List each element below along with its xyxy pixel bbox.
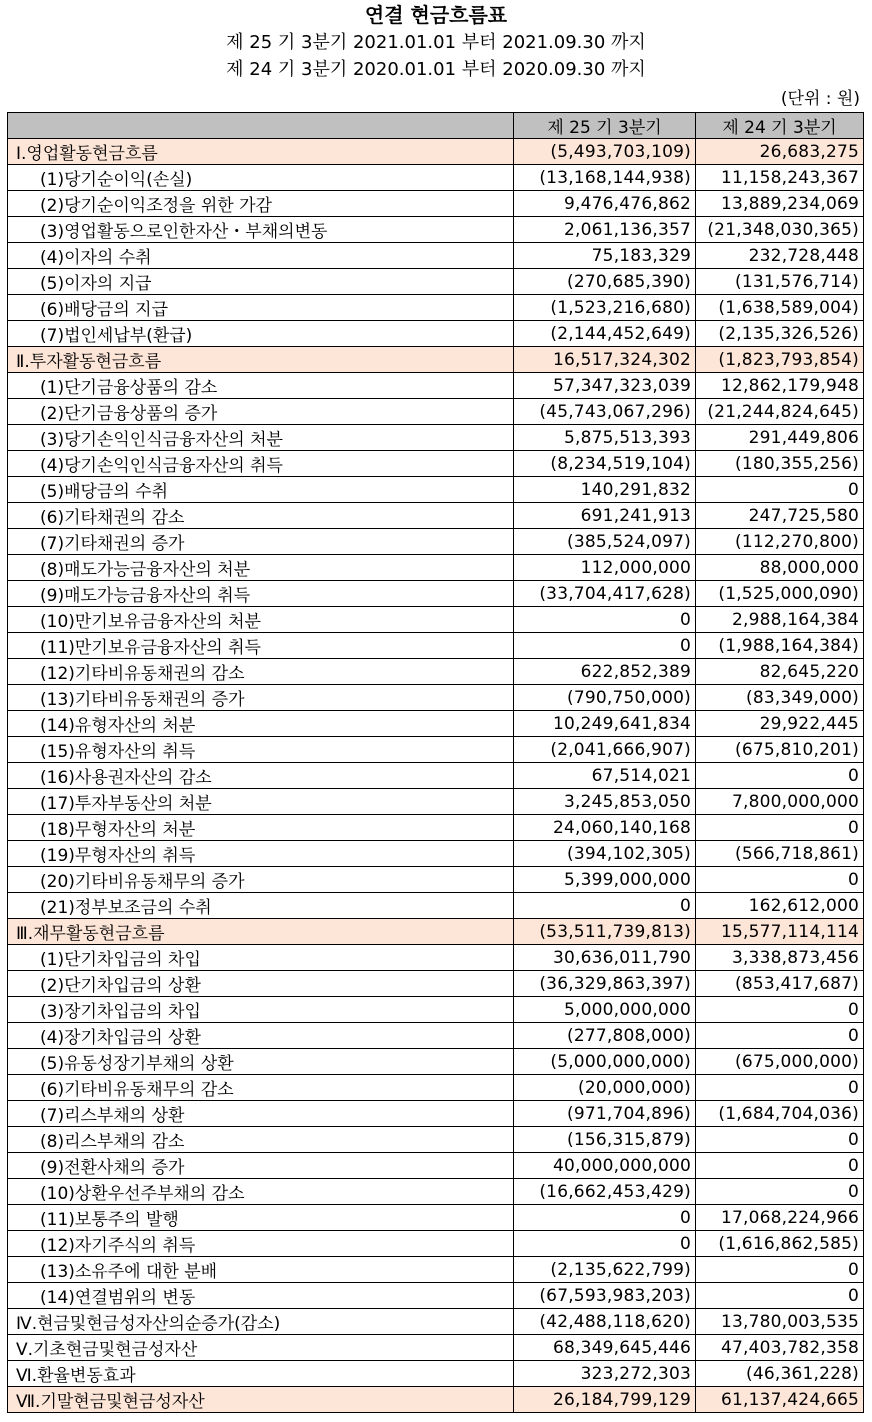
table-row	[8, 867, 864, 893]
row-label: Ⅴ.기초현금및현금성자산	[8, 1335, 514, 1361]
table-row	[8, 815, 864, 841]
row-label: (6)기타채권의 감소	[8, 503, 514, 529]
current-period-value: (790,750,000)	[514, 685, 696, 711]
current-period-value: 0	[514, 607, 696, 633]
row-label: Ⅵ.환율변동효과	[8, 1361, 514, 1387]
table-row	[8, 711, 864, 737]
prior-period-value: 0	[696, 477, 864, 503]
current-period-value: 24,060,140,168	[514, 815, 696, 841]
current-period-value: 0	[514, 633, 696, 659]
row-label: (16)사용권자산의 감소	[8, 763, 514, 789]
header-current-period: 제 25 기 3분기	[514, 113, 696, 139]
table-row	[8, 373, 864, 399]
prior-period-value: (1,525,000,090)	[696, 581, 864, 607]
current-period-value: (33,704,417,628)	[514, 581, 696, 607]
table-row	[8, 607, 864, 633]
prior-period-value: 0	[696, 815, 864, 841]
row-label: (8)매도가능금융자산의 처분	[8, 555, 514, 581]
row-label: (1)단기차입금의 차입	[8, 945, 514, 971]
row-label: (3)장기차입금의 차입	[8, 997, 514, 1023]
table-row	[8, 217, 864, 243]
row-label: (10)상환우선주부채의 감소	[8, 1179, 514, 1205]
current-period-value: 68,349,645,446	[514, 1335, 696, 1361]
row-label: (14)유형자산의 처분	[8, 711, 514, 737]
prior-period-value: (21,244,824,645)	[696, 399, 864, 425]
table-row	[8, 503, 864, 529]
prior-period-value: (131,576,714)	[696, 269, 864, 295]
current-period-value: 0	[514, 1231, 696, 1257]
current-period-value: (8,234,519,104)	[514, 451, 696, 477]
current-period-value: 67,514,021	[514, 763, 696, 789]
current-period-value: 5,875,513,393	[514, 425, 696, 451]
table-row	[8, 477, 864, 503]
row-label: (2)당기순이익조정을 위한 가감	[8, 191, 514, 217]
prior-period-value: (1,638,589,004)	[696, 295, 864, 321]
prior-period-value: 0	[696, 1127, 864, 1153]
current-period-value: 0	[514, 893, 696, 919]
current-period-value: 622,852,389	[514, 659, 696, 685]
table-row	[8, 1335, 864, 1361]
row-label: (4)장기차입금의 상환	[8, 1023, 514, 1049]
table-row	[8, 451, 864, 477]
prior-period-value: (1,823,793,854)	[696, 347, 864, 373]
prior-period-value: 2,988,164,384	[696, 607, 864, 633]
current-period-value: 691,241,913	[514, 503, 696, 529]
current-period-value: (53,511,739,813)	[514, 919, 696, 945]
prior-period-value: 3,338,873,456	[696, 945, 864, 971]
table-row	[8, 191, 864, 217]
table-row	[8, 1205, 864, 1231]
row-label: Ⅳ.현금및현금성자산의순증가(감소)	[8, 1309, 514, 1335]
prior-period-value: 0	[696, 763, 864, 789]
current-period-value: (42,488,118,620)	[514, 1309, 696, 1335]
prior-period-value: 11,158,243,367	[696, 165, 864, 191]
prior-period-value: (46,361,228)	[696, 1361, 864, 1387]
row-label: (9)매도가능금융자산의 취득	[8, 581, 514, 607]
current-period-value: 75,183,329	[514, 243, 696, 269]
statement-title: 연결 현금흐름표	[364, 3, 508, 27]
prior-period-value: 291,449,806	[696, 425, 864, 451]
table-row	[8, 737, 864, 763]
row-label: (4)이자의 수취	[8, 243, 514, 269]
row-label: (6)기타비유동채무의 감소	[8, 1075, 514, 1101]
unit-label: (단위 : 원)	[780, 89, 860, 109]
table-row	[8, 1049, 864, 1075]
row-label: (1)당기순이익(손실)	[8, 165, 514, 191]
header-blank	[8, 113, 514, 139]
prior-period-value: 0	[696, 867, 864, 893]
row-label: (21)정부보조금의 수취	[8, 893, 514, 919]
prior-period: 제 24 기 3분기 2020.01.01 부터 2020.09.30 까지	[226, 59, 646, 80]
current-period-value: 5,000,000,000	[514, 997, 696, 1023]
cash-flow-table	[7, 112, 864, 1413]
row-label: Ⅱ.투자활동현금흐름	[8, 347, 514, 373]
prior-period-value: 7,800,000,000	[696, 789, 864, 815]
table-row	[8, 529, 864, 555]
row-label: (5)유동성장기부채의 상환	[8, 1049, 514, 1075]
table-row	[8, 1283, 864, 1309]
table-row	[8, 659, 864, 685]
row-label: (6)배당금의 지급	[8, 295, 514, 321]
row-label: (11)보통주의 발행	[8, 1205, 514, 1231]
table-row	[8, 841, 864, 867]
prior-period-value: (1,616,862,585)	[696, 1231, 864, 1257]
prior-period-value: 88,000,000	[696, 555, 864, 581]
row-label: (18)무형자산의 처분	[8, 815, 514, 841]
prior-period-value: (1,988,164,384)	[696, 633, 864, 659]
prior-period-value: 15,577,114,114	[696, 919, 864, 945]
prior-period-value: 247,725,580	[696, 503, 864, 529]
table-row	[8, 1361, 864, 1387]
table-row	[8, 1257, 864, 1283]
prior-period-value: 61,137,424,665	[696, 1387, 864, 1413]
current-period-value: (5,000,000,000)	[514, 1049, 696, 1075]
current-period-value: (385,524,097)	[514, 529, 696, 555]
current-period: 제 25 기 3분기 2021.01.01 부터 2021.09.30 까지	[226, 32, 646, 53]
table-row	[8, 1179, 864, 1205]
row-label: (11)만기보유금융자산의 취득	[8, 633, 514, 659]
table-row	[8, 139, 864, 165]
table-row	[8, 1309, 864, 1335]
prior-period-value: 0	[696, 1023, 864, 1049]
current-period-value: (20,000,000)	[514, 1075, 696, 1101]
current-period-value: (1,523,216,680)	[514, 295, 696, 321]
table-row	[8, 399, 864, 425]
table-row	[8, 997, 864, 1023]
prior-period-value: 232,728,448	[696, 243, 864, 269]
row-label: (7)리스부채의 상환	[8, 1101, 514, 1127]
row-label: (12)기타비유동채권의 감소	[8, 659, 514, 685]
prior-period-value: (675,810,201)	[696, 737, 864, 763]
table-row	[8, 893, 864, 919]
prior-period-value: (83,349,000)	[696, 685, 864, 711]
row-label: Ⅰ.영업활동현금흐름	[8, 139, 514, 165]
current-period-value: (13,168,144,938)	[514, 165, 696, 191]
table-row	[8, 347, 864, 373]
prior-period-value: 82,645,220	[696, 659, 864, 685]
table-row	[8, 165, 864, 191]
prior-period-value: (853,417,687)	[696, 971, 864, 997]
current-period-value: 0	[514, 1205, 696, 1231]
row-label: (9)전환사채의 증가	[8, 1153, 514, 1179]
table-row	[8, 243, 864, 269]
table-row	[8, 1387, 864, 1413]
row-label: (2)단기금융상품의 증가	[8, 399, 514, 425]
current-period-value: 10,249,641,834	[514, 711, 696, 737]
row-label: (2)단기차입금의 상환	[8, 971, 514, 997]
current-period-value: (156,315,879)	[514, 1127, 696, 1153]
prior-period-value: 0	[696, 1257, 864, 1283]
prior-period-value: (180,355,256)	[696, 451, 864, 477]
table-row	[8, 1101, 864, 1127]
table-row	[8, 1127, 864, 1153]
prior-period-value: (112,270,800)	[696, 529, 864, 555]
row-label: (5)배당금의 수취	[8, 477, 514, 503]
table-row	[8, 1231, 864, 1257]
row-label: Ⅶ.기말현금및현금성자산	[8, 1387, 514, 1413]
row-label: (14)연결범위의 변동	[8, 1283, 514, 1309]
current-period-value: (394,102,305)	[514, 841, 696, 867]
prior-period-value: (1,684,704,036)	[696, 1101, 864, 1127]
row-label: (20)기타비유동채무의 증가	[8, 867, 514, 893]
prior-period-value: (21,348,030,365)	[696, 217, 864, 243]
current-period-value: (277,808,000)	[514, 1023, 696, 1049]
current-period-value: (45,743,067,296)	[514, 399, 696, 425]
table-row	[8, 789, 864, 815]
prior-period-value: 0	[696, 997, 864, 1023]
table-row	[8, 581, 864, 607]
table-row	[8, 425, 864, 451]
prior-period-value: (566,718,861)	[696, 841, 864, 867]
current-period-value: (67,593,983,203)	[514, 1283, 696, 1309]
prior-period-value: 162,612,000	[696, 893, 864, 919]
prior-period-value: (675,000,000)	[696, 1049, 864, 1075]
row-label: (3)영업활동으로인한자산・부채의변동	[8, 217, 514, 243]
table-row	[8, 633, 864, 659]
prior-period-value: 17,068,224,966	[696, 1205, 864, 1231]
row-label: (3)당기손익인식금융자산의 처분	[8, 425, 514, 451]
row-label: Ⅲ.재무활동현금흐름	[8, 919, 514, 945]
current-period-value: 2,061,136,357	[514, 217, 696, 243]
row-label: (12)자기주식의 취득	[8, 1231, 514, 1257]
current-period-value: 9,476,476,862	[514, 191, 696, 217]
prior-period-value: 26,683,275	[696, 139, 864, 165]
prior-period-value: 13,780,003,535	[696, 1309, 864, 1335]
table-row	[8, 1153, 864, 1179]
prior-period-value: 13,889,234,069	[696, 191, 864, 217]
current-period-value: 26,184,799,129	[514, 1387, 696, 1413]
prior-period-value: (2,135,326,526)	[696, 321, 864, 347]
row-label: (5)이자의 지급	[8, 269, 514, 295]
current-period-value: (16,662,453,429)	[514, 1179, 696, 1205]
prior-period-value: 29,922,445	[696, 711, 864, 737]
header-prior-period: 제 24 기 3분기	[696, 113, 864, 139]
row-label: (4)당기손익인식금융자산의 취득	[8, 451, 514, 477]
current-period-value: 112,000,000	[514, 555, 696, 581]
current-period-value: 140,291,832	[514, 477, 696, 503]
row-label: (13)소유주에 대한 분배	[8, 1257, 514, 1283]
prior-period-value: 47,403,782,358	[696, 1335, 864, 1361]
current-period-value: 40,000,000,000	[514, 1153, 696, 1179]
row-label: (19)무형자산의 취득	[8, 841, 514, 867]
row-label: (8)리스부채의 감소	[8, 1127, 514, 1153]
current-period-value: (2,135,622,799)	[514, 1257, 696, 1283]
current-period-value: (5,493,703,109)	[514, 139, 696, 165]
current-period-value: 30,636,011,790	[514, 945, 696, 971]
table-row	[8, 763, 864, 789]
current-period-value: 16,517,324,302	[514, 347, 696, 373]
row-label: (7)기타채권의 증가	[8, 529, 514, 555]
table-header-row	[8, 113, 864, 139]
row-label: (17)투자부동산의 처분	[8, 789, 514, 815]
row-label: (13)기타비유동채권의 증가	[8, 685, 514, 711]
table-row	[8, 269, 864, 295]
prior-period-value: 12,862,179,948	[696, 373, 864, 399]
prior-period-value: 0	[696, 1179, 864, 1205]
table-row	[8, 685, 864, 711]
prior-period-value: 0	[696, 1283, 864, 1309]
row-label: (10)만기보유금융자산의 처분	[8, 607, 514, 633]
current-period-value: (2,144,452,649)	[514, 321, 696, 347]
current-period-value: (971,704,896)	[514, 1101, 696, 1127]
table-row	[8, 321, 864, 347]
current-period-value: 3,245,853,050	[514, 789, 696, 815]
row-label: (7)법인세납부(환급)	[8, 321, 514, 347]
current-period-value: (270,685,390)	[514, 269, 696, 295]
current-period-value: 57,347,323,039	[514, 373, 696, 399]
table-row	[8, 555, 864, 581]
table-row	[8, 945, 864, 971]
table-row	[8, 1075, 864, 1101]
table-row	[8, 971, 864, 997]
current-period-value: 5,399,000,000	[514, 867, 696, 893]
prior-period-value: 0	[696, 1075, 864, 1101]
table-row	[8, 295, 864, 321]
prior-period-value: 0	[696, 1153, 864, 1179]
current-period-value: (36,329,863,397)	[514, 971, 696, 997]
row-label: (15)유형자산의 취득	[8, 737, 514, 763]
current-period-value: 323,272,303	[514, 1361, 696, 1387]
table-row	[8, 1023, 864, 1049]
row-label: (1)단기금융상품의 감소	[8, 373, 514, 399]
current-period-value: (2,041,666,907)	[514, 737, 696, 763]
table-row	[8, 919, 864, 945]
